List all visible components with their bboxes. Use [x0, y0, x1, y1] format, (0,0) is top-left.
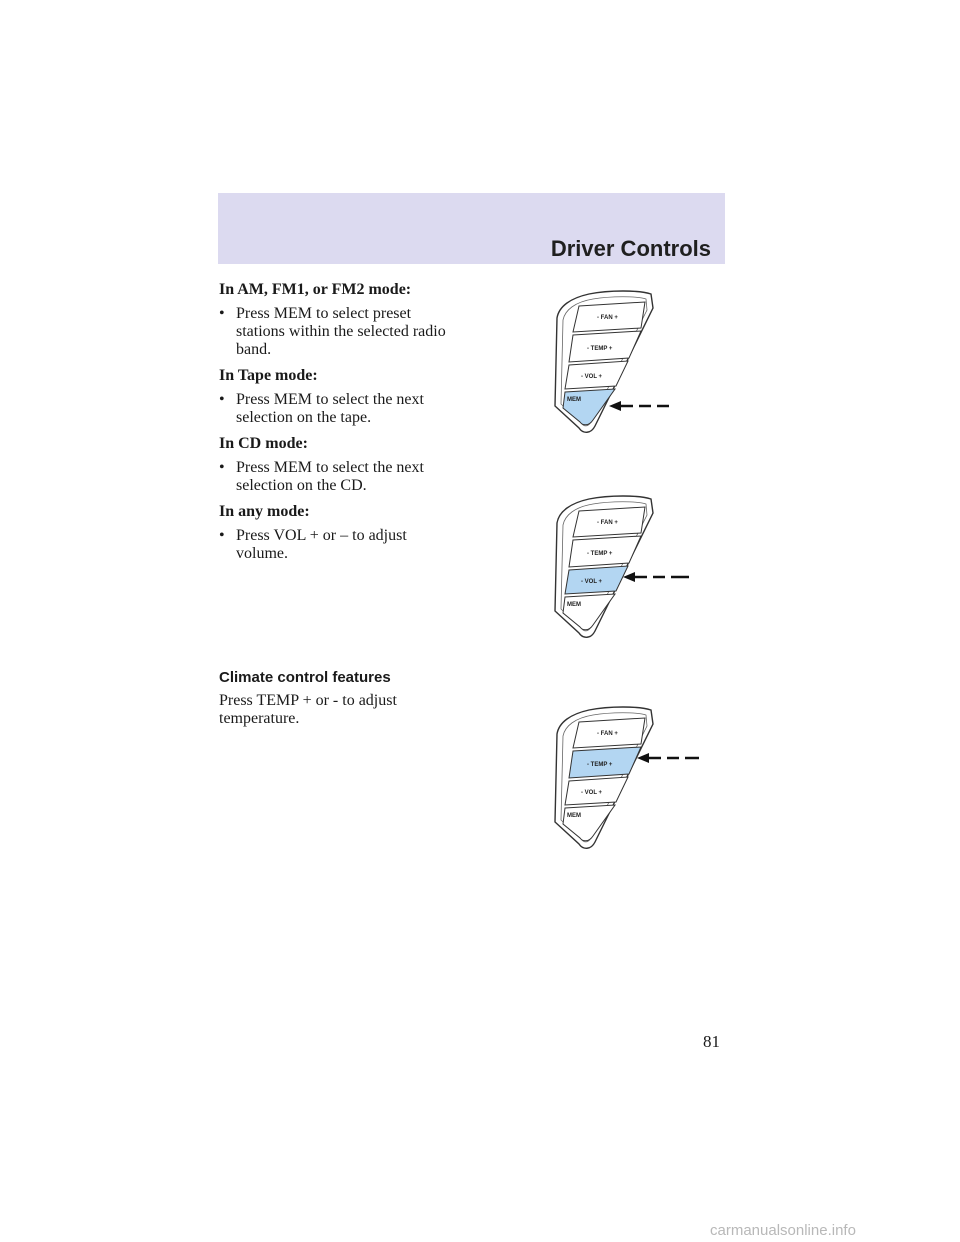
arrow-icon: [623, 572, 689, 582]
fan-button-label: - FAN +: [597, 315, 618, 321]
bullet-any-mode: [219, 527, 519, 563]
bullet-text: Press VOL + or – to adjust: [236, 527, 407, 544]
watermark: carmanualsonline.info: [710, 1222, 856, 1239]
heading-any-mode: In any mode:: [219, 503, 310, 520]
heading-am-fm: In AM, FM1, or FM2 mode:: [219, 281, 412, 298]
bullet-cd: [219, 459, 519, 495]
header-band: [218, 193, 725, 264]
heading-cd: In CD mode:: [219, 435, 308, 452]
steering-controls-illustration-vol: [549, 493, 695, 643]
page-header-title: Driver Controls: [550, 236, 711, 261]
bullet-tape: [219, 391, 519, 427]
bullet-am-fm: [219, 305, 519, 359]
mem-button-label: MEM: [567, 602, 581, 608]
bullet-text: band.: [236, 341, 272, 358]
mem-button-label: MEM: [567, 397, 581, 403]
bullet-dot: •: [219, 527, 225, 544]
vol-button-label: - VOL +: [581, 790, 603, 796]
bullet-text: stations within the selected radio: [236, 323, 446, 340]
temp-button-label: - TEMP +: [587, 551, 613, 557]
bullet-text: volume.: [236, 545, 288, 562]
mem-button-label: MEM: [567, 813, 581, 819]
radio-instructions: [219, 281, 519, 571]
bullet-text: selection on the tape.: [236, 409, 372, 426]
climate-body: [219, 692, 429, 728]
climate-heading: Climate control features: [219, 669, 391, 686]
bullet-dot: •: [219, 459, 225, 476]
bullet-text: Press MEM to select the next: [236, 459, 424, 476]
bullet-dot: •: [219, 391, 225, 408]
vol-button-label: - VOL +: [581, 579, 603, 585]
climate-body-line: temperature.: [219, 710, 300, 727]
temp-button-label: - TEMP +: [587, 762, 613, 768]
bullet-text: Press MEM to select the next: [236, 391, 424, 408]
heading-tape: In Tape mode:: [219, 367, 318, 384]
climate-body-line: Press TEMP + or - to adjust: [219, 692, 397, 709]
bullet-text: selection on the CD.: [236, 477, 367, 494]
fan-button-label: - FAN +: [597, 520, 618, 526]
arrow-icon: [637, 753, 699, 763]
fan-button-label: - FAN +: [597, 731, 618, 737]
arrow-icon: [609, 401, 669, 411]
bullet-text: Press MEM to select preset: [236, 305, 412, 322]
temp-button-label: - TEMP +: [587, 346, 613, 352]
page-number: 81: [703, 1032, 720, 1051]
bullet-dot: •: [219, 305, 225, 322]
vol-button-label: - VOL +: [581, 374, 603, 380]
steering-controls-illustration-temp: [549, 704, 701, 854]
steering-controls-illustration-mem: [549, 288, 671, 438]
